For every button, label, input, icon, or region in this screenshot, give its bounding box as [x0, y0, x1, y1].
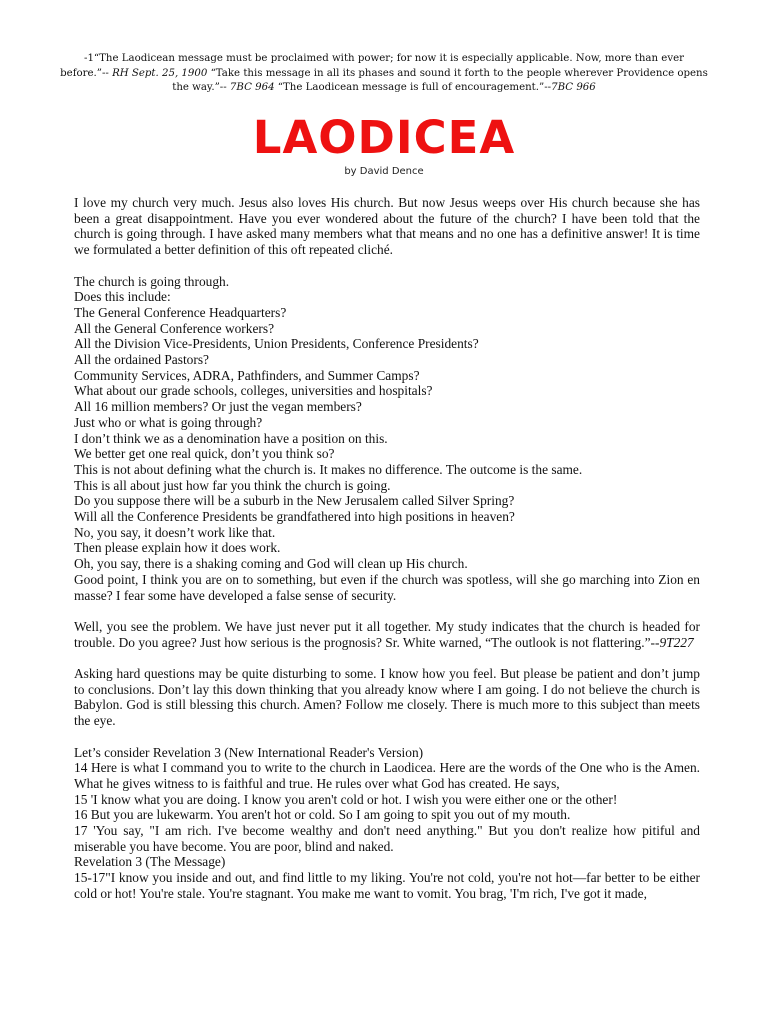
list-line: This is all about just how far you think the church is going.: [74, 477, 391, 493]
list-line: The church is going through.: [74, 273, 230, 289]
header-quote-part-2: “Take this message in all its phases and sound it forth to the people wherever Providence opens the way.”--: [172, 67, 708, 93]
list-line: All the ordained Pastors?: [74, 352, 209, 368]
header-quote-part-1: -1“The Laodicean message must be proclaimed with power; for now it is especially applicable. Now, more than ever before.”--: [60, 53, 684, 79]
revelation-heading-message: Revelation 3 (The Message): [74, 854, 226, 870]
list-line: What about our grade schools, colleges, universities and hospitals?: [74, 383, 433, 399]
list-line: Community Services, ADRA, Pathfinders, and Summer Camps?: [74, 367, 420, 383]
question-list: [74, 274, 700, 572]
message-verses-15-17: 15-17"I know you inside and out, and find little to my liking. You're not cold, you're not hot—far better to be either cold or hot! You're stale. You're stagnant. You make me want to vomit. You brag, 'I'm rich, I've got it made,: [74, 870, 700, 901]
header-reference-2: 7BC 964: [229, 82, 275, 93]
header-quote: [60, 52, 708, 96]
list-line: All the General Conference workers?: [74, 320, 275, 336]
verse-17: 17 'You say, "I am rich. I've become wealthy and don't need anything." But you don't realize how pitiful and miserable you have become. You are poor, blind and naked.: [74, 823, 700, 854]
verse-14: 14 Here is what I command you to write to the church in Laodicea. Here are the words of the One who is the Amen. What he gives witness to is faithful and true. He rules over what God has created. He says,: [74, 760, 700, 791]
list-line: I don’t think we as a denomination have a position on this.: [74, 430, 388, 446]
author-byline: by David Dence: [344, 166, 424, 177]
problem-text: Well, you see the problem. We have just never put it all together. My study indicates that the church is headed for trouble. Do you agree? Just how serious is the prognosis? Sr. White warned, “The outlook is not flattering.”--: [74, 618, 700, 650]
document-title: LAODICEA: [252, 111, 516, 164]
list-line: We better get one real quick, don’t you think so?: [74, 446, 335, 462]
list-line: Do you suppose there will be a suburb in the New Jerusalem called Silver Spring?: [74, 493, 515, 509]
header-reference-1: RH Sept. 25, 1900: [112, 67, 208, 79]
revelation-section: [74, 745, 700, 902]
asking-paragraph: Asking hard questions may be quite disturbing to some. I know how you feel. But please be patient and don’t jump to conclusions. Don’t lay this down thinking that you already know where I am going. I do not believe the church is Babylon. God is still blessing this church. Amen? Follow me closely. There is much more to this subject than meets the eye.: [74, 666, 700, 729]
list-line: Does this include:: [74, 289, 171, 305]
good-point-paragraph: Good point, I think you are on to something, but even if the church was spotless, will she go marching into Zion en masse? I fear some have developed a false sense of security.: [74, 571, 700, 603]
header-reference-3: 7BC 966: [551, 82, 596, 93]
revelation-heading-nirv: Let’s consider Revelation 3 (New International Reader's Version): [74, 744, 424, 760]
list-line: No, you say, it doesn’t work like that.: [74, 524, 276, 540]
list-line: All the Division Vice-Presidents, Union Presidents, Conference Presidents?: [74, 336, 479, 352]
header-quote-part-3: “The Laodicean message is full of encouragement.”--: [274, 82, 552, 93]
verse-16: 16 But you are lukewarm. You aren't hot or cold. So I am going to spit you out of my mouth.: [74, 807, 571, 823]
verse-15: 15 'I know what you are doing. I know you aren't cold or hot. I wish you were either one or the other!: [74, 791, 618, 807]
list-line: This is not about defining what the church is. It makes no difference. The outcome is the same.: [74, 461, 583, 477]
intro-paragraph: I love my church very much. Jesus also loves His church. But now Jesus weeps over His church because she has been a great disappointment. Have you ever wondered about the future of the church? I have been told that the church is going through. I have asked many members what that means and no one has a definitive answer! It is time we formulated a better definition of this oft repeated cliché.: [74, 195, 700, 258]
problem-paragraph: [74, 619, 700, 650]
problem-reference: 9T227: [659, 634, 694, 650]
list-line: Then please explain how it does work.: [74, 540, 281, 556]
document-body: [74, 195, 700, 902]
list-line: Just who or what is going through?: [74, 414, 263, 430]
list-line: All 16 million members? Or just the vegan members?: [74, 399, 362, 415]
list-line: Oh, you say, there is a shaking coming and God will clean up His church.: [74, 556, 468, 572]
list-line: Will all the Conference Presidents be grandfathered into high positions in heaven?: [74, 509, 515, 525]
list-line: The General Conference Headquarters?: [74, 304, 287, 320]
